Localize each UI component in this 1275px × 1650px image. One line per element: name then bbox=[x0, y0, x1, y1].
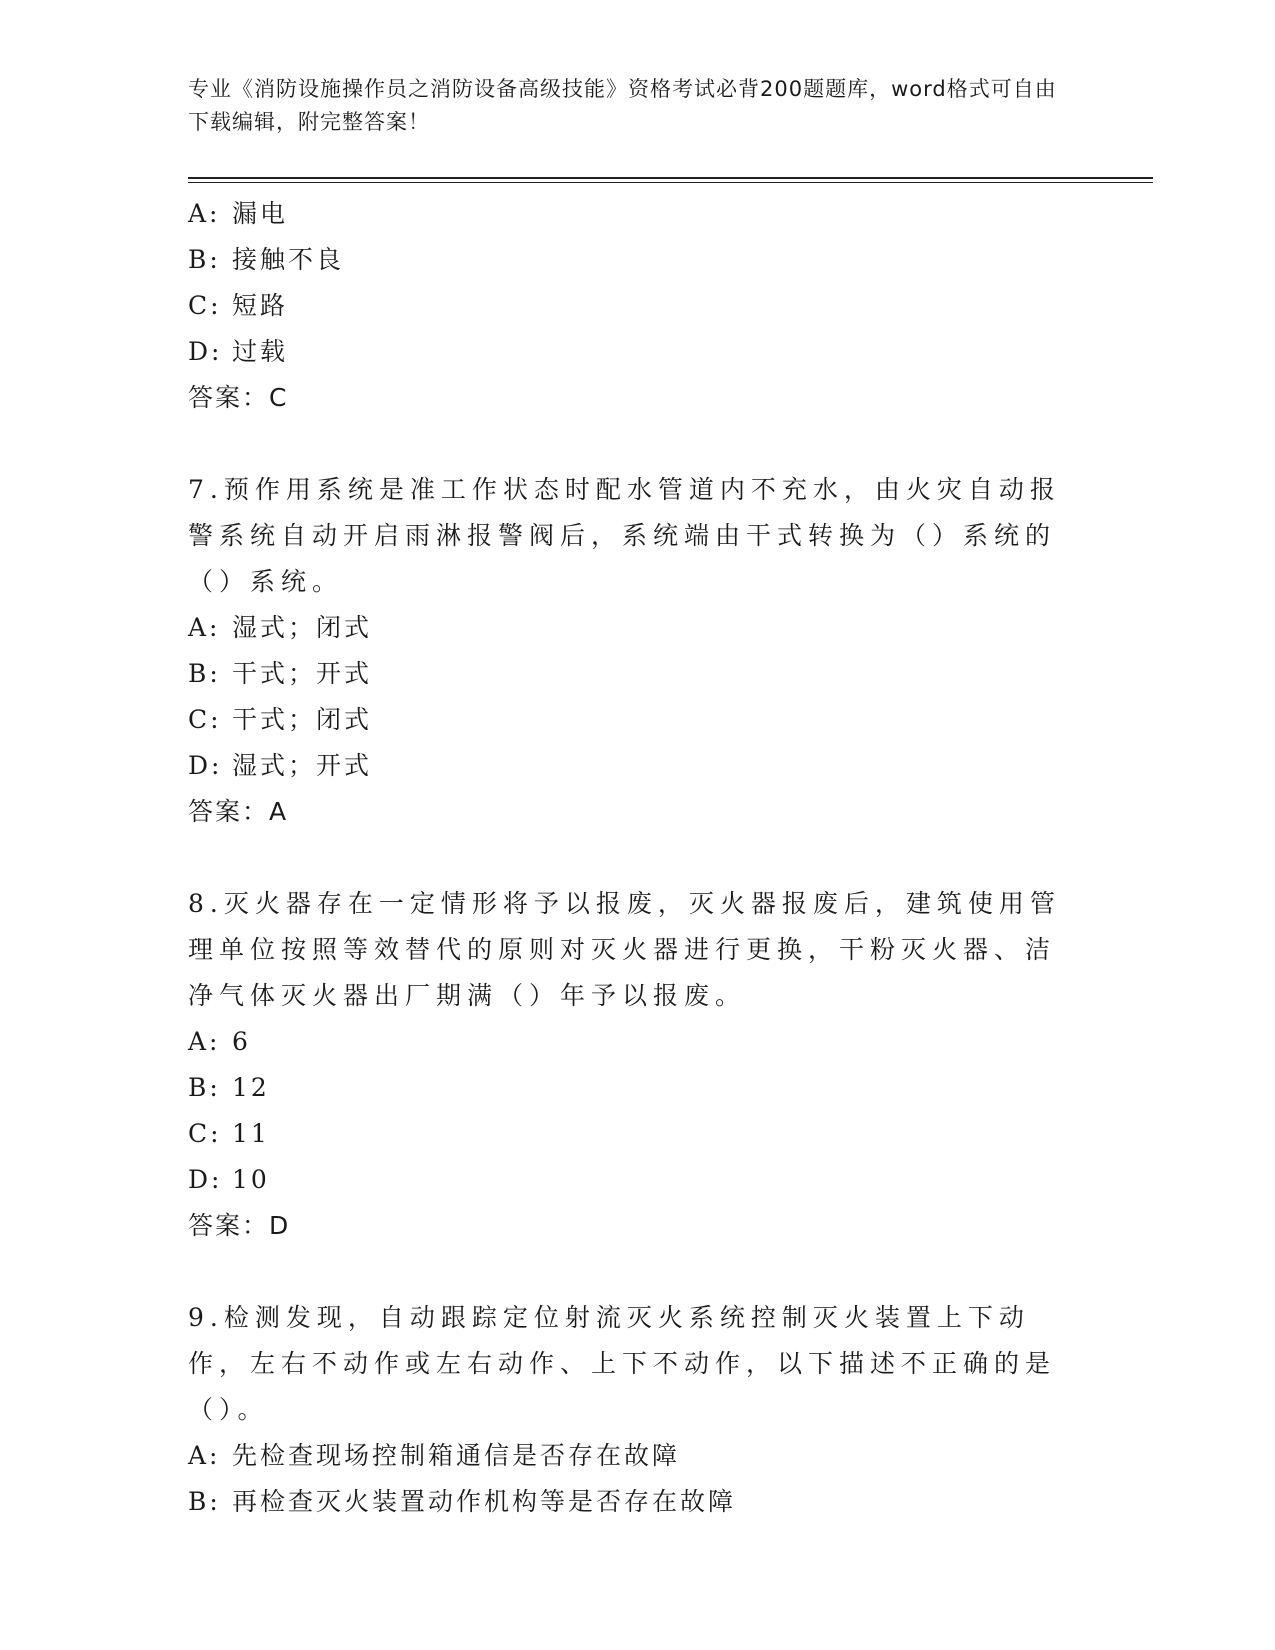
document-header bbox=[188, 73, 1078, 139]
option-text: 湿式；开式 bbox=[232, 751, 373, 780]
option-label: B: bbox=[188, 245, 221, 274]
option-a bbox=[188, 1433, 1068, 1479]
option-d bbox=[188, 1157, 1068, 1203]
spacer bbox=[188, 421, 1068, 467]
header-divider bbox=[188, 177, 1153, 179]
option-label: D: bbox=[188, 751, 223, 780]
option-text: 干式；闭式 bbox=[232, 705, 373, 734]
question-6-tail bbox=[188, 191, 1068, 421]
option-text: 再检查灭火装置动作机构等是否存在故障 bbox=[232, 1487, 737, 1516]
answer: 答案：C bbox=[188, 383, 289, 412]
answer: 答案：D bbox=[188, 1211, 291, 1240]
question-stem: 9.检测发现，自动跟踪定位射流灭火系统控制灭火装置上下动作，左右不动作或左右动作、上下不动作，以下描述不正确的是（）。 bbox=[188, 1303, 1057, 1424]
option-c bbox=[188, 1111, 1068, 1157]
question-stem: 8.灭火器存在一定情形将予以报废，灭火器报废后，建筑使用管理单位按照等效替代的原则对灭火器进行更换，干粉灭火器、洁净气体灭火器出厂期满（）年予以报废。 bbox=[188, 889, 1061, 1010]
option-label: A: bbox=[188, 1027, 221, 1056]
header-text: 专业《消防设施操作员之消防设备高级技能》资格考试必背200题题库，word格式可自由下载编辑，附完整答案！ bbox=[188, 77, 1057, 134]
option-text: 10 bbox=[232, 1165, 270, 1194]
option-text: 11 bbox=[232, 1119, 270, 1148]
question-stem: 7.预作用系统是准工作状态时配水管道内不充水，由火灾自动报警系统自动开启雨淋报警阀后，系统端由干式转换为（）系统的（）系统。 bbox=[188, 475, 1061, 596]
option-label: D: bbox=[188, 337, 223, 366]
option-b bbox=[188, 651, 1068, 697]
question-list bbox=[188, 191, 1068, 1525]
option-label: B: bbox=[188, 659, 221, 688]
option-b bbox=[188, 1479, 1068, 1525]
option-a bbox=[188, 605, 1068, 651]
spacer bbox=[188, 835, 1068, 881]
option-b bbox=[188, 1065, 1068, 1111]
option-label: B: bbox=[188, 1487, 221, 1516]
option-label: B: bbox=[188, 1073, 221, 1102]
option-label: A: bbox=[188, 1441, 221, 1470]
question-8 bbox=[188, 881, 1068, 1249]
option-label: C: bbox=[188, 1119, 222, 1148]
option-label: C: bbox=[188, 291, 222, 320]
option-text: 接触不良 bbox=[232, 245, 345, 274]
option-text: 干式；开式 bbox=[232, 659, 373, 688]
option-text: 6 bbox=[232, 1027, 251, 1056]
option-text: 过载 bbox=[232, 337, 289, 366]
option-a bbox=[188, 1019, 1068, 1065]
option-d bbox=[188, 329, 1068, 375]
answer: 答案：A bbox=[188, 797, 289, 826]
option-a bbox=[188, 191, 1068, 237]
option-text: 漏电 bbox=[232, 199, 289, 228]
option-text: 12 bbox=[232, 1073, 270, 1102]
option-text: 短路 bbox=[232, 291, 289, 320]
question-9 bbox=[188, 1295, 1068, 1525]
header-divider-thin bbox=[188, 182, 1153, 183]
option-c bbox=[188, 283, 1068, 329]
option-b bbox=[188, 237, 1068, 283]
option-c bbox=[188, 697, 1068, 743]
option-label: C: bbox=[188, 705, 222, 734]
option-label: D: bbox=[188, 1165, 223, 1194]
option-text: 先检查现场控制箱通信是否存在故障 bbox=[232, 1441, 681, 1470]
option-label: A: bbox=[188, 613, 221, 642]
option-text: 湿式；闭式 bbox=[232, 613, 373, 642]
option-label: A: bbox=[188, 199, 221, 228]
question-7 bbox=[188, 467, 1068, 835]
spacer bbox=[188, 1249, 1068, 1295]
option-d bbox=[188, 743, 1068, 789]
